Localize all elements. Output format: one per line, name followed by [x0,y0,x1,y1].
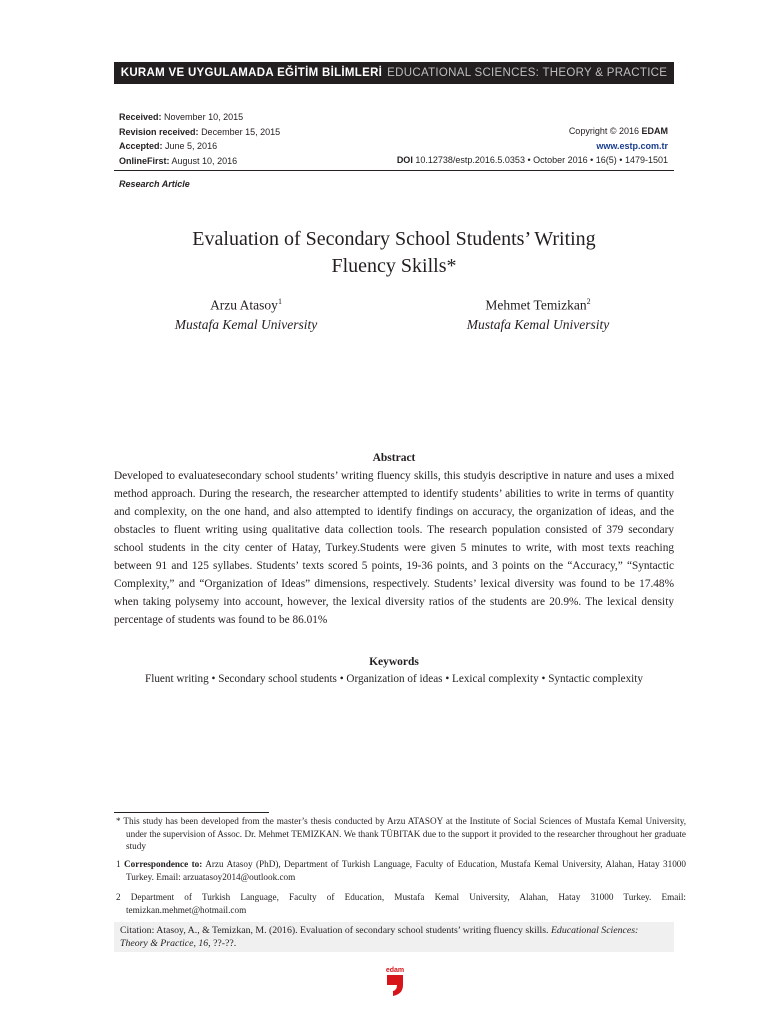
author-1 [146,292,346,334]
journal-title-english: EDUCATIONAL SCIENCES: THEORY & PRACTICE [387,67,668,79]
article-type: Research Article [119,179,190,189]
accepted-row [119,139,280,154]
footnote-star: * This study has been developed from the master’s thesis conducted by Arzu ATASOY at the Institute of Social Sciences of Mustafa Kemal University, under the supervision of Assoc. Dr. Mehmet TEMIZKAN. We thank TÜBITAK due to the support it provided to the researcher throughout her graduate study [116,816,686,851]
header-divider [114,170,674,171]
edam-logo-text: edam [385,967,405,974]
author-2-name: Mehmet Temizkan [485,297,587,313]
citation-box [114,922,674,952]
revision-date: December 15, 2015 [201,126,281,137]
received-label: Received: [119,112,162,122]
author-2-affiliation: Mustafa Kemal University [466,316,610,332]
author-1-sup: 1 [277,297,282,306]
copyright-text: Copyright © 2016 [568,126,639,136]
footnote-1-text: Arzu Atasoy (PhD), Department of Turkish Language, Faculty of Education, Mustafa Kemal University, Alahan, Hatay 31000 Turkey. Email: arzuatasoy2014@outlook.com [126,859,686,882]
edam-logo-mark [387,975,403,996]
onlinefirst-row [119,154,280,169]
accepted-date: June 5, 2016 [165,141,218,151]
received-date: November 10, 2015 [164,112,244,122]
article-title [114,226,674,280]
author-2 [438,292,638,334]
citation-journal: Educational Sciences: Theory & Practice, 16, [120,925,639,949]
author-1-name: Arzu Atasoy [210,297,278,313]
article-dates [119,110,280,168]
doi-line [397,153,668,168]
title-line-1: Evaluation of Secondary School Students’ Writing [192,228,596,250]
received-row [119,110,280,125]
journal-title-turkish: KURAM VE UYGULAMADA EĞİTİM BİLİMLERİ [120,67,383,79]
onlinefirst-label: OnlineFirst: [119,155,170,166]
revision-row [119,125,280,140]
author-1-affiliation: Mustafa Kemal University [174,316,318,332]
accepted-label: Accepted: [119,141,163,151]
onlinefirst-date: August 10, 2016 [171,155,238,166]
keywords-list: Fluent writing • Secondary school students • Organization of ideas • Lexical complexity • Syntactic complexity [145,673,643,685]
title-line-2: Fluency Skills* [331,255,457,277]
author-2-sup: 2 [586,297,591,306]
footnote-1 [114,858,686,883]
citation-text: Citation: Atasoy, A., & Temizkan, M. (2016). Evaluation of secondary school students’ writing fluency skills. [120,925,549,936]
copyright-org: EDAM [641,126,668,136]
footnote-divider [114,812,269,813]
copyright-line [397,124,668,139]
abstract-heading: Abstract [372,452,416,464]
doi-label: DOI [396,155,413,165]
publication-info [397,124,668,168]
revision-label: Revision received: [119,126,199,137]
abstract-text: Developed to evaluatesecondary school students’ writing fluency skills, this studyis descriptive in nature and uses a mixed method approach. During the research, the researcher attempted to identify students’ abilities to write in terms of quantity and complexity, on the one hand, and also attempted to identify findings on accuracy, the organization of ideas, and the obstacles to fluent writing using qualitative data collection tools. The research population consisted of 379 secondary school students in the city center of Hatay, Turkey.Students were given 5 minutes to write, with most texts reaching between 91 and 125 syllabes. Students’ texts scored 5 points, 19-36 points, and 3 points on the “Accuracy,” “Syntactic Complexity,” and “Organization of Ideas” dimensions, respectively. Students’ lexical diversity was found to be 17.48% when taking polysemy into account, however, the lexical diversity ratios of the students are 20.9%. The lexical density percentage of students was found to be 86.01% [114,470,674,626]
journal-header-bar [114,62,674,84]
journal-website-link[interactable]: www.estp.com.tr [596,140,668,151]
keywords-heading: Keywords [369,656,419,668]
footnote-2: 2 Department of Turkish Language, Faculty of Education, Mustafa Kemal University, Alahan, Hatay 31000 Turkey. Email: temizkan.mehmet@hotmail.com [116,892,686,915]
footnote-1-number: 1 [116,859,125,869]
doi-value: 10.12738/estp.2016.5.0353 • October 2016 • 16(5) • 1479-1501 [415,155,668,165]
footnote-1-label: Correspondence to: [124,859,203,869]
citation-pages: ??-??. [213,938,237,949]
edam-logo-icon [380,965,410,997]
